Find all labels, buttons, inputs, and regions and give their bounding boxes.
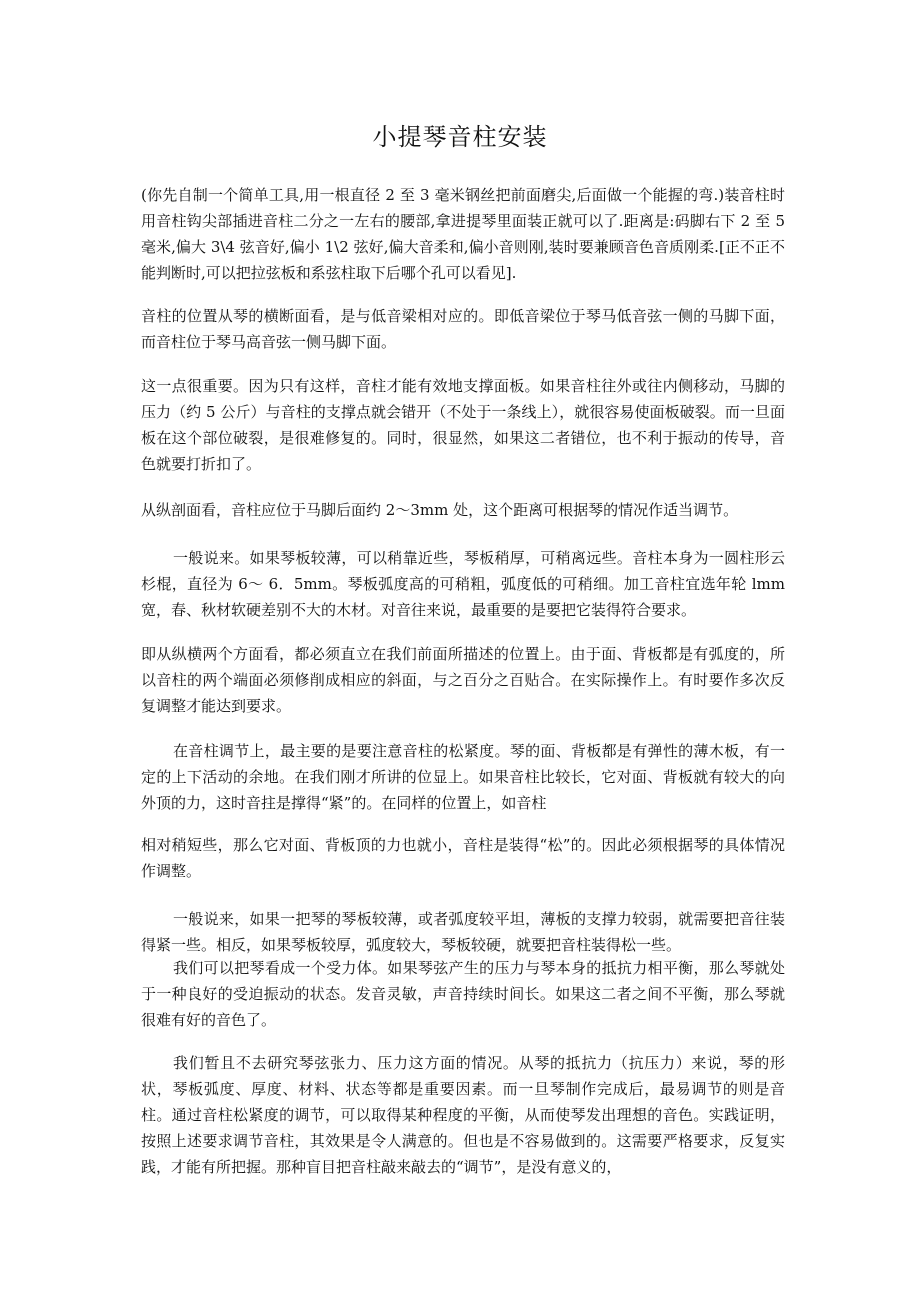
document-title: 小提琴音柱安装 [372, 123, 548, 151]
paragraph-plate-thickness: 一般说来。如果琴板较薄，可以稍靠近些，琴板稍厚，可稍离远些。音柱本身为一圆柱形云杉棍，直径为 6～ 6．5mm。琴板弧度高的可稍粗，弧度低的可稍细。加工音柱宜选年轮 lmm 宽，春、秋材软硬差别不大的木材。对音往来说，最重要的是要把它装得符合要求。 [141, 549, 785, 619]
paragraph-tightness: 在音柱调节上，最主要的是要注意音柱的松紧度。琴的面、背板都是有弹性的薄木板，有一定的上下活动的余地。在我们刚才所讲的位显上。如果音柱比较长，它对面、背板就有较大的向外顶的力，这时音拄是撑得“紧”的。在同样的位置上，如音柱 [141, 742, 785, 812]
paragraph-force-balance: 我们可以把琴看成一个受力体。如果琴弦产生的压力与琴本身的抵抗力相平衡，那么琴就处于一种良好的受迫振动的状态。发音灵敏，声音持续时间长。如果这二者之间不平衡，那么琴就很难有好的音色了。 [141, 959, 785, 1029]
paragraph-importance: 这一点很重要。因为只有这样，音柱才能有效地支撑面板。如果音柱往外或往内侧移动，马脚的压力（约 5 公斤）与音柱的支撑点就会错开（不处于一条线上），就很容易使面板破裂。而一旦面板在这个部位破裂，是很难修复的。同时，很显然，如果这二者错位，也不利于振动的传导，音色就要打折扣了。 [141, 377, 785, 473]
paragraph-upright-fit: 即从纵横两个方面看，都必须直立在我们前面所描述的位置上。由于面、背板都是有弧度的，所以音柱的两个端面必须修削成相应的斜面，与之百分之百贴合。在实际操作上。有时要作多次反复调整才能达到要求。 [141, 645, 785, 715]
paragraph-longitudinal-position: 从纵剖面看，音柱应位于马脚后面约 2～3mm 处，这个距离可根据琴的情况作适当调节。 [141, 501, 739, 519]
paragraph-thin-plate-adjustment: 一般说来，如果一把琴的琴板较薄，或者弧度较平坦，薄板的支撑力较弱，就需要把音往装得紧一些。相反，如果琴板较厚，弧度较大，琴板较硬，就要把音柱装得松一些。 [141, 910, 785, 954]
paragraph-tool-instructions: (你先自制一个简单工具,用一根直径 2 至 3 毫米钢丝把前面磨尖,后面做一个能握的弯.)装音柱时用音柱钩尖部插进音柱二分之一左右的腰部,拿进提琴里面装正就可以了.距离是:码脚右下 2 至 5 毫米,偏大 3\4 弦音好,偏小 1\2 弦好,偏大音柔和,偏小音则刚,装时要兼顾音色音质刚柔.[正不正不能判断时,可以把拉弦板和系弦柱取下后哪个孔可以看见]. [141, 186, 785, 282]
paragraph-resistance-factors: 我们暂且不去研究琴弦张力、压力这方面的情况。从琴的抵抗力（抗压力）来说，琴的形状，琴板弧度、厚度、材料、状态等都是重要因素。而一旦琴制作完成后，最易调节的则是音柱。通过音柱松紧度的调节，可以取得某种程度的平衡，从而使琴发出理想的音色。实践证明，按照上述要求调节音柱，其效果是令人满意的。但也是不容易做到的。这需要严格要求，反复实践，才能有所把握。那种盲目把音柱敲来敲去的“调节”，是没有意义的， [141, 1054, 785, 1176]
paragraph-cross-section-position: 音柱的位置从琴的横断面看，是与低音梁相对应的。即低音梁位于琴马低音弦一侧的马脚下面，而音柱位于琴马高音弦一侧马脚下面。 [141, 307, 785, 351]
paragraph-shorter-post: 相对稍短些，那么它对面、背板顶的力也就小，音柱是装得“松”的。因此必须根据琴的具体情况作调整。 [141, 836, 785, 880]
